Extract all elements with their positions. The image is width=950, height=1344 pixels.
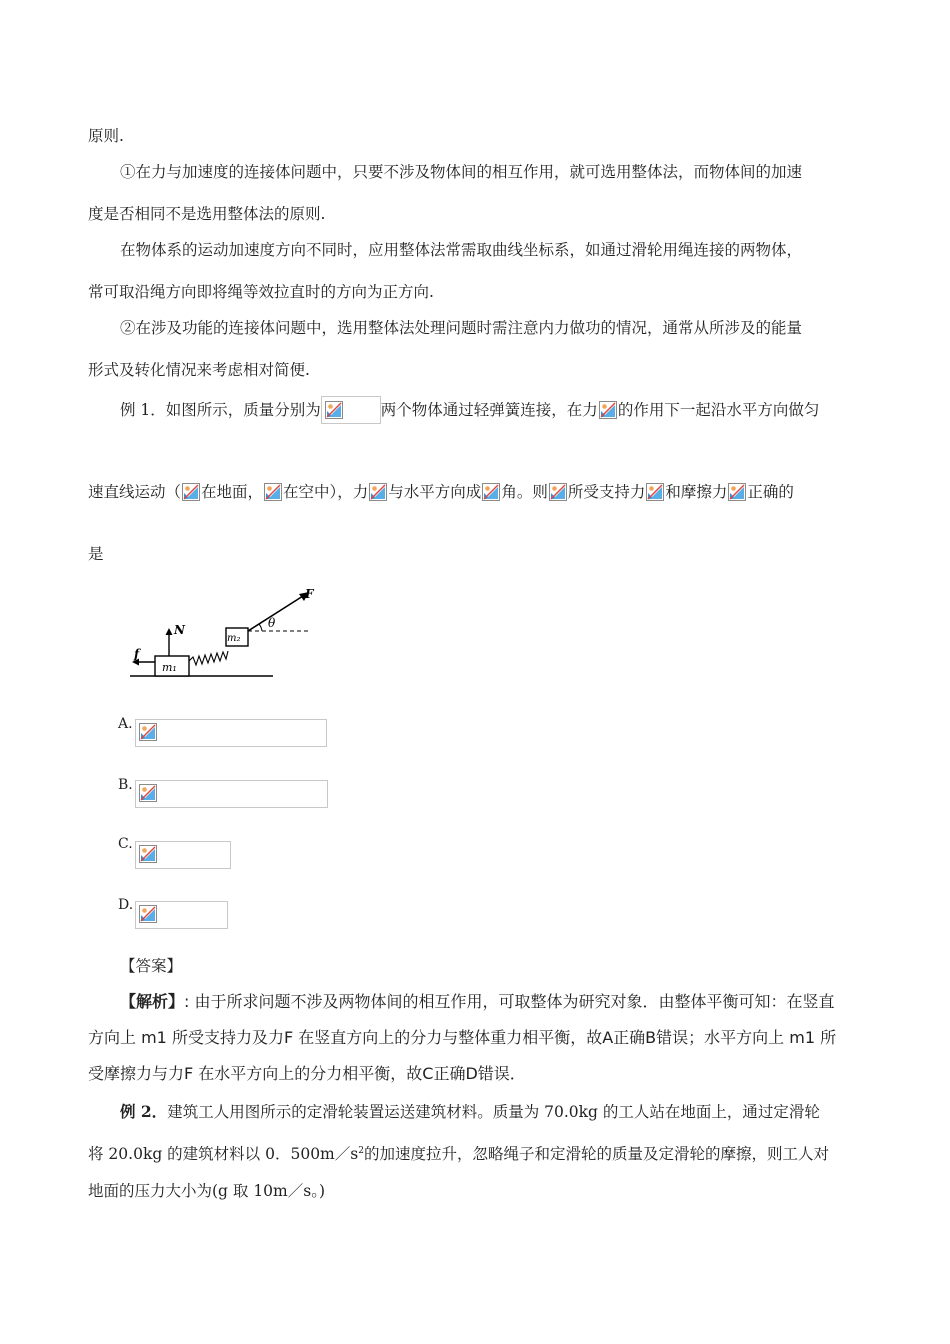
text-line: 原则. [88, 127, 124, 145]
answer-heading: 【答案】 [120, 957, 183, 975]
option-d-image-box [135, 901, 228, 929]
paragraph-line: 形式及转化情况来考虑相对简便. [88, 361, 310, 379]
paragraph-line: ②在涉及功能的连接体问题中，选用整体法处理问题时需注意内力做功的情况，通常从所涉及的能量 [120, 319, 803, 337]
broken-image-icon [139, 723, 157, 741]
option-c-label: C. [118, 836, 133, 852]
force-arrow [248, 596, 303, 631]
broken-image-icon [646, 483, 664, 501]
broken-image-icon [369, 483, 387, 501]
paragraph-line: ①在力与加速度的连接体问题中，只要不涉及物体间的相互作用，就可选用整体法，而物体间的加速 [120, 163, 803, 181]
label-theta: θ [268, 616, 276, 630]
option-a-label: A. [118, 716, 133, 732]
example-1-line-2: 速直线运动（ 在地面， 在空中），力 与水平方向成 角。则 所受支持力 和摩擦力 正确的 [88, 483, 794, 501]
analysis-line-1: 【解析】: 由于所求问题不涉及两物体间的相互作用，可取整体为研究对象．由整体平衡可知：在竖直 [120, 992, 835, 1011]
label-m2: m₂ [227, 633, 241, 644]
physics-figure [128, 585, 318, 685]
broken-image-icon [264, 483, 282, 501]
option-d-label: D. [118, 897, 134, 913]
option-c-image-box [135, 841, 231, 869]
label-N: N [174, 623, 185, 637]
broken-image-icon [139, 784, 157, 802]
analysis-line-2: 方向上 m1 所受支持力及力F 在竖直方向上的分力与整体重力相平衡，故A正确B错误；水平方向上 m1 所 [88, 1028, 837, 1047]
example-1-line-1: 例 1．如图所示，质量分别为 两个物体通过轻弹簧连接，在力 的作用下一起沿水平方向做匀 [120, 396, 819, 424]
paragraph-line: 度是否相同不是选用整体法的原则. [88, 205, 326, 223]
analysis-line-3: 受摩擦力与力F 在水平方向上的分力相平衡，故C正确D错误． [88, 1064, 526, 1083]
example-2-line-3: 地面的压力大小为(g 取 10m／s。) [88, 1182, 325, 1200]
example-1-line-3: 是 [88, 545, 104, 563]
angle-arc [259, 624, 262, 631]
broken-image-icon [482, 483, 500, 501]
broken-image-icon [325, 401, 343, 419]
paragraph-line: 在物体系的运动加速度方向不同时，应用整体法常需取曲线坐标系，如通过滑轮用绳连接的两物体， [120, 241, 803, 259]
broken-image-icon [728, 483, 746, 501]
option-a-image-box [135, 719, 327, 747]
broken-image-icon [549, 483, 567, 501]
example-2-line-1: 例 2．建筑工人用图所示的定滑轮装置运送建筑材料。质量为 70.0kg 的工人站在地面上，通过定滑轮 [120, 1102, 820, 1121]
broken-image-icon [139, 845, 157, 863]
example-2-line-2: 将 20.0kg 的建筑材料以 0．$500m/s^2$的加速度拉升，忽略绳子和定滑轮的质量及定滑轮的摩擦，则工人对 [88, 1145, 829, 1164]
option-b-label: B. [118, 777, 133, 793]
formula-image-box [321, 396, 381, 424]
option-b-image-box [135, 780, 328, 808]
label-m1: m₁ [162, 661, 177, 674]
broken-image-icon [599, 401, 617, 419]
spring [189, 651, 228, 665]
paragraph-line: 常可取沿绳方向即将绳等效拉直时的方向为正方向. [88, 283, 434, 301]
broken-image-icon [139, 905, 157, 923]
label-f: f [134, 647, 140, 661]
broken-image-icon [182, 483, 200, 501]
label-F: F [305, 587, 314, 601]
